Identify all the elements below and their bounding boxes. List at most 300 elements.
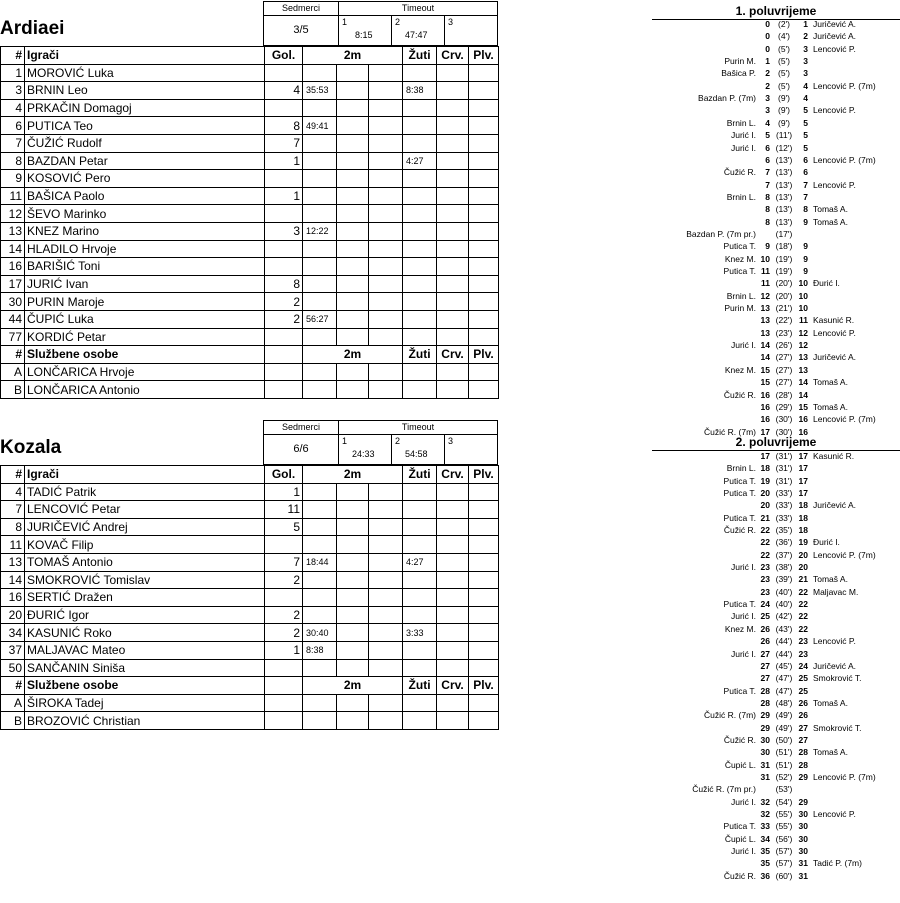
- home-score: 13: [760, 315, 770, 326]
- home-score: 0: [765, 31, 770, 42]
- player-blue: [469, 641, 499, 659]
- player-2min-3: [369, 82, 403, 100]
- table-row: [1, 293, 499, 311]
- official-2min-2: [337, 712, 369, 730]
- player-2min-1: [303, 240, 337, 258]
- player-yellow: [403, 659, 437, 677]
- player-2min-2: [337, 64, 369, 82]
- away-score: 14: [798, 377, 808, 388]
- col-players: Igrači: [25, 47, 265, 65]
- event-minute: (18'): [775, 241, 793, 252]
- table-row: [1, 483, 499, 501]
- away-score: 8: [803, 204, 808, 215]
- list-item: [652, 92, 900, 104]
- away-timeout-2-time: 54:58: [405, 449, 428, 459]
- away-scorer: Lencović P.: [813, 105, 856, 116]
- player-2min-2: [337, 187, 369, 205]
- player-red: [437, 606, 469, 624]
- event-minute: (52'): [775, 772, 793, 782]
- event-minute: (49'): [775, 722, 793, 733]
- away-score: 18: [798, 525, 808, 535]
- player-2min-3: [369, 205, 403, 223]
- official-red: [437, 363, 469, 381]
- player-red: [437, 553, 469, 571]
- event-minute: (27'): [775, 352, 793, 363]
- away-scorer: Tomaš A.: [813, 574, 848, 585]
- list-item: [652, 610, 900, 622]
- list-item: [652, 709, 900, 721]
- player-2min-1: [303, 328, 337, 346]
- list-item: [652, 759, 900, 771]
- player-name: ČUPIĆ Luka: [25, 310, 265, 328]
- player-name: BAZDAN Petar: [25, 152, 265, 170]
- player-number: 12: [1, 205, 25, 223]
- player-blue: [469, 310, 499, 328]
- col-gol: Gol.: [265, 466, 303, 484]
- list-item: [652, 179, 900, 191]
- official-red: [437, 694, 469, 712]
- event-minute: (5'): [777, 43, 790, 54]
- table-row: [1, 275, 499, 293]
- event-minute: (28'): [775, 389, 793, 400]
- player-goals: 8: [265, 117, 303, 135]
- player-red: [437, 64, 469, 82]
- player-goals: 3: [265, 222, 303, 240]
- player-blue: [469, 571, 499, 589]
- away-timeout-1-number: 1: [342, 436, 348, 446]
- col-plv: Plv.: [469, 466, 499, 484]
- list-item: [652, 117, 900, 129]
- table-row: [1, 659, 499, 677]
- col-hash: #: [1, 47, 25, 65]
- list-item: [652, 203, 900, 215]
- event-minute: (35'): [775, 525, 793, 535]
- player-yellow: [403, 170, 437, 188]
- table-row: [1, 240, 499, 258]
- player-goals: 2: [265, 624, 303, 642]
- official-2min-2: [337, 381, 369, 399]
- home-scorer: Čužić R.: [723, 734, 756, 745]
- away-officials-header-row: [1, 677, 499, 695]
- player-2min-2: [337, 518, 369, 536]
- player-2min-2: [337, 293, 369, 311]
- player-2min-3: [369, 99, 403, 117]
- home-officials-header-row: [1, 346, 499, 364]
- away-scorer: Tomaš A.: [813, 216, 848, 227]
- player-2min-1: 49:41: [303, 117, 337, 135]
- home-score: 8: [765, 216, 770, 227]
- player-name: JURIČEVIĆ Andrej: [25, 518, 265, 536]
- player-red: [437, 258, 469, 276]
- player-blue: [469, 222, 499, 240]
- away-score: 27: [798, 722, 808, 733]
- away-score: 23: [798, 636, 808, 647]
- col-2m: 2m: [303, 47, 403, 65]
- home-score: 15: [760, 377, 770, 388]
- event-minute: (47'): [775, 673, 793, 684]
- player-2min-1: 12:22: [303, 222, 337, 240]
- event-minute: (48'): [775, 697, 793, 708]
- player-2min-2: [337, 222, 369, 240]
- official-name: LONČARICA Hrvoje: [25, 363, 265, 381]
- player-number: 14: [1, 240, 25, 258]
- official-blue: [469, 381, 499, 399]
- home-score: 8: [765, 191, 770, 202]
- player-number: 6: [1, 117, 25, 135]
- player-blue: [469, 501, 499, 519]
- player-goals: [265, 99, 303, 117]
- home-score: 23: [760, 574, 770, 585]
- player-2min-1: 8:38: [303, 641, 337, 659]
- player-number: 34: [1, 624, 25, 642]
- player-goals: [265, 170, 303, 188]
- event-minute: (45'): [775, 660, 793, 671]
- home-scorer: Jurić I.: [730, 130, 756, 141]
- player-number: 13: [1, 222, 25, 240]
- list-item: [652, 339, 900, 351]
- player-name: KORDIĆ Petar: [25, 328, 265, 346]
- player-2min-2: [337, 624, 369, 642]
- event-minute: (11'): [775, 130, 793, 141]
- home-timeout-3-number: 3: [448, 17, 454, 27]
- home-score: 23: [760, 586, 770, 597]
- home-scorer: Bazdan P. (7m pr.): [686, 228, 756, 239]
- away-score: 27: [798, 734, 808, 745]
- player-name: MOROVIĆ Luka: [25, 64, 265, 82]
- away-score: 26: [798, 710, 808, 721]
- event-minute: (55'): [775, 821, 793, 832]
- home-players-header-row: [1, 47, 499, 65]
- player-number: 20: [1, 606, 25, 624]
- event-minute: (30'): [775, 426, 793, 437]
- player-name: LENCOVIĆ Petar: [25, 501, 265, 519]
- player-red: [437, 293, 469, 311]
- table-row: [1, 589, 499, 607]
- home-score: 35: [760, 846, 770, 857]
- col-zuti: Žuti: [403, 466, 437, 484]
- player-2min-1: [303, 64, 337, 82]
- table-row: [1, 117, 499, 135]
- col-hash: #: [1, 677, 25, 695]
- home-score: 17: [760, 450, 770, 461]
- away-score: 21: [798, 574, 808, 585]
- table-row: [1, 258, 499, 276]
- home-score: 9: [765, 241, 770, 252]
- list-item: [652, 154, 900, 166]
- event-minute: (13'): [775, 216, 793, 227]
- event-minute: (13'): [775, 191, 793, 202]
- list-item: [652, 475, 900, 487]
- table-row: [1, 222, 499, 240]
- event-minute: (57'): [775, 858, 793, 869]
- away-timeout-label: Timeout: [401, 422, 435, 432]
- event-minute: (19'): [775, 266, 793, 276]
- list-item: [652, 635, 900, 647]
- event-minute: (53'): [775, 784, 793, 795]
- event-minute: (54'): [775, 796, 793, 807]
- event-minute: (23'): [775, 327, 793, 338]
- away-score: 5: [803, 142, 808, 153]
- event-minute: (17'): [775, 228, 793, 239]
- away-scorer: Smokrović T.: [813, 722, 862, 733]
- col-crv: Crv.: [437, 47, 469, 65]
- player-name: MALJAVAC Mateo: [25, 641, 265, 659]
- player-2min-2: [337, 152, 369, 170]
- player-2min-2: [337, 258, 369, 276]
- event-minute: (12'): [775, 142, 793, 153]
- player-name: ČUŽIĆ Rudolf: [25, 134, 265, 152]
- player-name: HLADILO Hrvoje: [25, 240, 265, 258]
- player-name: KNEZ Marino: [25, 222, 265, 240]
- event-minute: (9'): [777, 93, 790, 104]
- home-score: 20: [760, 500, 770, 511]
- list-item: [652, 43, 900, 55]
- event-minute: (31'): [775, 475, 793, 486]
- player-2min-1: 18:44: [303, 553, 337, 571]
- home-score: 17: [760, 426, 770, 437]
- col-zuti: Žuti: [403, 346, 437, 364]
- player-blue: [469, 187, 499, 205]
- table-row: [1, 152, 499, 170]
- player-blue: [469, 240, 499, 258]
- list-item: [652, 277, 900, 289]
- official-yellow: [403, 712, 437, 730]
- home-score: 6: [765, 154, 770, 165]
- player-goals: [265, 589, 303, 607]
- home-score: 27: [760, 648, 770, 659]
- away-score: 7: [803, 179, 808, 190]
- home-score: 25: [760, 611, 770, 622]
- away-score: 13: [798, 364, 808, 375]
- player-blue: [469, 589, 499, 607]
- official-2min-1: [303, 381, 337, 399]
- event-minute: (31'): [775, 450, 793, 461]
- home-score: 1: [765, 56, 770, 67]
- list-item: [652, 573, 900, 585]
- list-item: [652, 413, 900, 425]
- player-2min-3: [369, 571, 403, 589]
- player-name: KOVAČ Filip: [25, 536, 265, 554]
- player-name: PUTICA Teo: [25, 117, 265, 135]
- player-2min-1: [303, 205, 337, 223]
- official-goals: [265, 381, 303, 399]
- away-team-header: [0, 419, 498, 465]
- away-sedmerci-value: 6/6: [293, 443, 309, 455]
- player-number: 1: [1, 64, 25, 82]
- away-score: 12: [798, 327, 808, 338]
- player-red: [437, 518, 469, 536]
- official-letter: A: [1, 363, 25, 381]
- event-minute: (51'): [775, 759, 793, 770]
- home-score: 16: [760, 401, 770, 412]
- player-yellow: [403, 536, 437, 554]
- away-score: 25: [798, 673, 808, 684]
- list-item: [652, 191, 900, 203]
- event-minute: (57'): [775, 846, 793, 857]
- list-item: [652, 389, 900, 401]
- player-number: 9: [1, 170, 25, 188]
- home-score: 22: [760, 525, 770, 535]
- player-yellow: [403, 187, 437, 205]
- col-2m: 2m: [303, 466, 403, 484]
- home-score: 31: [760, 772, 770, 782]
- away-score: 15: [798, 401, 808, 412]
- official-blue: [469, 694, 499, 712]
- away-scorer: Kasunić R.: [813, 315, 855, 326]
- player-number: 4: [1, 99, 25, 117]
- home-score: 22: [760, 549, 770, 560]
- home-score: 32: [760, 809, 770, 820]
- player-red: [437, 328, 469, 346]
- home-score: 24: [760, 599, 770, 610]
- event-minute: (9'): [777, 117, 790, 128]
- list-item: [652, 722, 900, 734]
- list-item: [652, 401, 900, 413]
- away-score: 30: [798, 821, 808, 832]
- player-red: [437, 275, 469, 293]
- home-score: 7: [765, 179, 770, 190]
- away-score: 3: [803, 56, 808, 67]
- player-red: [437, 310, 469, 328]
- player-goals: 1: [265, 187, 303, 205]
- away-score: 17: [798, 487, 808, 498]
- player-yellow: [403, 483, 437, 501]
- col-gol: Gol.: [265, 47, 303, 65]
- player-2min-1: 56:27: [303, 310, 337, 328]
- player-2min-3: [369, 518, 403, 536]
- col-2m: 2m: [303, 346, 403, 364]
- player-blue: [469, 205, 499, 223]
- player-2min-3: [369, 553, 403, 571]
- player-number: 8: [1, 152, 25, 170]
- player-red: [437, 624, 469, 642]
- event-minute: (42'): [775, 611, 793, 622]
- player-red: [437, 152, 469, 170]
- player-2min-3: [369, 275, 403, 293]
- home-scorer: Čužić R.: [723, 870, 756, 881]
- away-scorer: Lencović P.: [813, 179, 856, 190]
- home-scorer: Čužić R.: [723, 167, 756, 178]
- event-minute: (26'): [775, 340, 793, 351]
- list-item: [652, 30, 900, 42]
- list-item: [652, 672, 900, 684]
- away-score: 30: [798, 833, 808, 844]
- home-scorer: Putica T.: [723, 821, 756, 832]
- player-2min-3: [369, 536, 403, 554]
- away-score: 31: [798, 858, 808, 869]
- home-timeout-label: Timeout: [401, 3, 435, 13]
- home-score: 27: [760, 673, 770, 684]
- player-2min-2: [337, 536, 369, 554]
- away-score: 3: [803, 43, 808, 54]
- home-score: 19: [760, 475, 770, 486]
- event-minute: (5'): [777, 80, 790, 91]
- player-2min-3: [369, 187, 403, 205]
- home-scorer: Čužić R. (7m pr.): [692, 784, 756, 795]
- away-score: 31: [798, 870, 808, 881]
- player-2min-3: [369, 328, 403, 346]
- col-crv: Crv.: [437, 346, 469, 364]
- away-score: 22: [798, 599, 808, 610]
- away-scorer: Lencović P.: [813, 327, 856, 338]
- player-yellow: [403, 64, 437, 82]
- event-minute: (27'): [775, 377, 793, 388]
- away-scorer: Lencović P. (7m): [813, 154, 876, 165]
- table-row: [1, 641, 499, 659]
- home-score: 34: [760, 833, 770, 844]
- home-sedmerci-label: Sedmerci: [281, 3, 320, 13]
- player-goals: [265, 659, 303, 677]
- player-2min-2: [337, 82, 369, 100]
- player-number: 7: [1, 134, 25, 152]
- col-zuti: Žuti: [403, 677, 437, 695]
- list-item: [652, 253, 900, 265]
- col-players: Igrači: [25, 466, 265, 484]
- player-number: 7: [1, 501, 25, 519]
- player-blue: [469, 117, 499, 135]
- home-scorer: Jurić I.: [730, 846, 756, 857]
- home-scorer: Čužić R. (7m): [704, 426, 756, 437]
- table-row: [1, 187, 499, 205]
- home-score: 29: [760, 722, 770, 733]
- away-score: 20: [798, 549, 808, 560]
- event-minute: (36'): [775, 537, 793, 548]
- away-score: 20: [798, 562, 808, 573]
- away-team-name: Kozala: [0, 437, 62, 458]
- player-number: 30: [1, 293, 25, 311]
- official-yellow: [403, 694, 437, 712]
- player-2min-2: [337, 483, 369, 501]
- player-red: [437, 641, 469, 659]
- player-2min-1: [303, 483, 337, 501]
- away-score: 26: [798, 697, 808, 708]
- away-score: 17: [798, 475, 808, 486]
- second-half-title: 2. poluvrijeme: [652, 435, 900, 451]
- home-score: 0: [765, 19, 770, 29]
- away-score: 10: [798, 278, 808, 289]
- event-minute: (21'): [775, 303, 793, 314]
- away-score: 5: [803, 130, 808, 141]
- table-row: [1, 170, 499, 188]
- player-number: 13: [1, 553, 25, 571]
- player-2min-1: [303, 518, 337, 536]
- event-minute: (13'): [775, 204, 793, 215]
- event-minute: (33'): [775, 512, 793, 523]
- official-letter: A: [1, 694, 25, 712]
- player-red: [437, 99, 469, 117]
- event-minute: (47'): [775, 685, 793, 696]
- col-zuti: Žuti: [403, 47, 437, 65]
- player-2min-1: [303, 606, 337, 624]
- official-goals: [265, 712, 303, 730]
- table-row: [1, 381, 499, 399]
- player-blue: [469, 553, 499, 571]
- player-2min-1: 35:53: [303, 82, 337, 100]
- home-scorer: Čužić R.: [723, 525, 756, 535]
- player-name: PURIN Maroje: [25, 293, 265, 311]
- home-scorer: Knez M.: [724, 623, 756, 634]
- home-score: 31: [760, 759, 770, 770]
- list-item: [652, 314, 900, 326]
- home-score: 26: [760, 623, 770, 634]
- player-2min-3: [369, 64, 403, 82]
- player-name: KOSOVIĆ Pero: [25, 170, 265, 188]
- away-score: 22: [798, 623, 808, 634]
- player-red: [437, 134, 469, 152]
- player-2min-1: [303, 501, 337, 519]
- col-plv: Plv.: [469, 346, 499, 364]
- home-scorer: Čužić R.: [723, 389, 756, 400]
